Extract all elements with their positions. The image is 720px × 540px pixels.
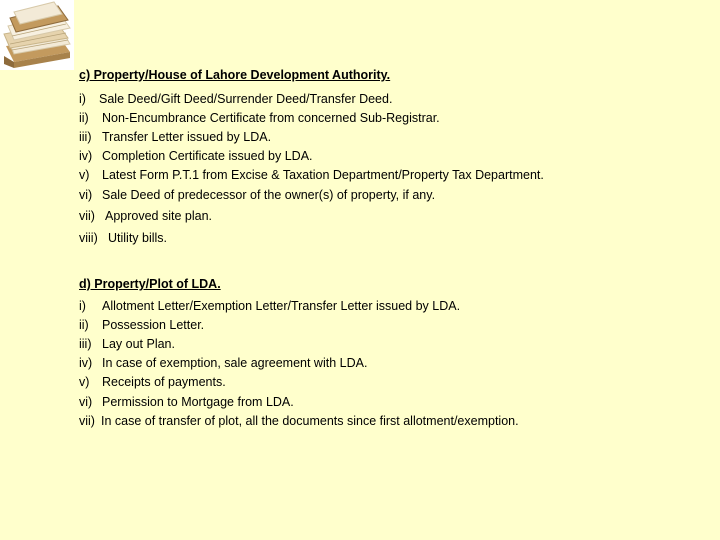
list-item-text: Approved site plan. <box>105 209 213 223</box>
list-item-text: Sale Deed of predecessor of the owner(s) of property, if any. <box>102 188 436 202</box>
list-item <box>79 337 175 351</box>
list-item-number: i) <box>79 299 86 313</box>
list-item-text: Completion Certificate issued by LDA. <box>102 149 313 163</box>
list-item-number: iii) <box>79 337 92 351</box>
list-item <box>79 375 226 389</box>
list-item-number: iv) <box>79 356 93 370</box>
list-item-text: Allotment Letter/Exemption Letter/Transfer Letter issued by LDA. <box>102 299 461 313</box>
list-item-text: In case of exemption, sale agreement with LDA. <box>102 356 368 370</box>
list-item-text: Permission to Mortgage from LDA. <box>102 395 294 409</box>
list-item <box>79 395 294 409</box>
list-item-number: vii) <box>79 414 95 428</box>
list-item <box>79 356 367 370</box>
list-item <box>79 92 392 106</box>
list-item-number: iv) <box>79 149 93 163</box>
list-item-number: v) <box>79 168 90 182</box>
list-item-text: Utility bills. <box>108 231 168 245</box>
list-item <box>79 209 212 223</box>
list-item <box>79 231 167 245</box>
list-item-number: iii) <box>79 130 92 144</box>
section-d-heading: d) Property/Plot of LDA. <box>79 277 221 291</box>
list-item-text: Lay out Plan. <box>102 337 175 351</box>
list-item <box>79 318 204 332</box>
list-item-number: vi) <box>79 395 93 409</box>
list-item-number: vi) <box>79 188 93 202</box>
section-c-heading: c) Property/House of Lahore Development Authority. <box>79 68 391 82</box>
list-item-number: ii) <box>79 318 89 332</box>
list-item-number: i) <box>79 92 86 106</box>
list-item-text: Possession Letter. <box>102 318 205 332</box>
list-item <box>79 414 519 428</box>
list-item-text: Transfer Letter issued by LDA. <box>102 130 272 144</box>
list-item-number: viii) <box>79 231 98 245</box>
list-item <box>79 188 435 202</box>
list-item-text: Sale Deed/Gift Deed/Surrender Deed/Transfer Deed. <box>99 92 393 106</box>
list-item-text: Non-Encumbrance Certificate from concerned Sub-Registrar. <box>102 111 440 125</box>
list-item-number: vii) <box>79 209 95 223</box>
list-item-number: v) <box>79 375 90 389</box>
list-item <box>79 168 544 182</box>
list-item <box>79 149 313 163</box>
stacked-files-icon <box>0 0 74 70</box>
list-item-text: In case of transfer of plot, all the documents since first allotment/exemption. <box>101 414 519 428</box>
list-item-number: ii) <box>79 111 89 125</box>
list-item-text: Receipts of payments. <box>102 375 226 389</box>
list-item-text: Latest Form P.T.1 from Excise & Taxation Department/Property Tax Department. <box>102 168 544 182</box>
list-item <box>79 130 271 144</box>
list-item <box>79 111 440 125</box>
list-item <box>79 299 460 313</box>
